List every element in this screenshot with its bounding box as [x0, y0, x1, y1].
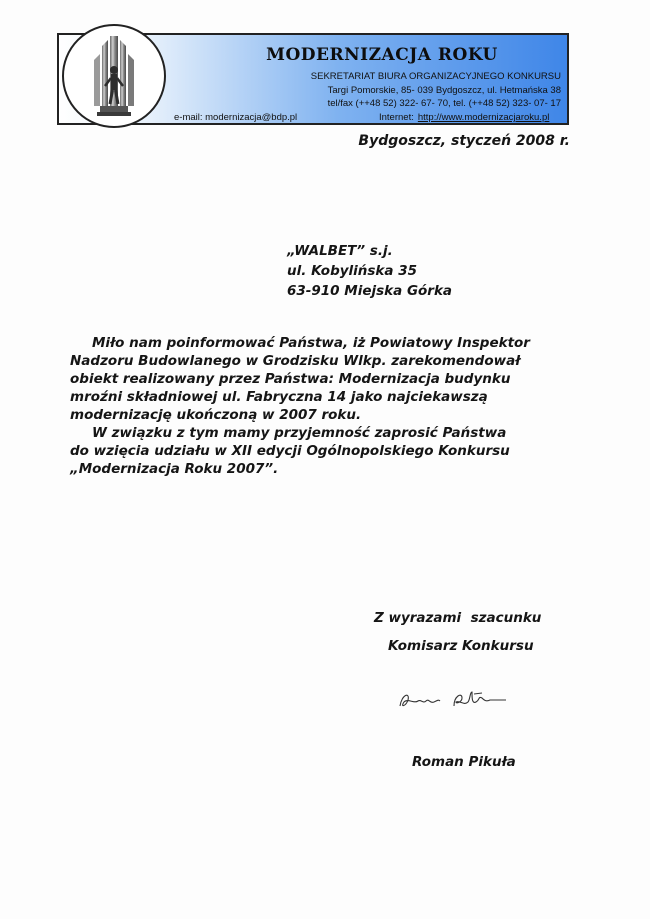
letterhead-email[interactable]: e-mail: modernizacja@bdp.pl [174, 112, 298, 123]
letterhead-phone: tel/fax (++48 52) 322- 67- 70, tel. (++48 52) 323- 07- 17 [327, 98, 561, 109]
sculpture-trophy-icon [62, 24, 166, 128]
body-line: W związku z tym mamy przyjemność zaprosić Państwa [92, 425, 507, 441]
body-line: do wzięcia udziału w XII edycji Ogólnopolskiego Konkursu [70, 443, 510, 459]
body-line: mroźni składniowej ul. Fabryczna 14 jako najciekawszą [70, 389, 488, 405]
letterhead-title: MODERNIZACJA ROKU [266, 45, 498, 65]
addressee-company: „WALBET” s.j. [287, 243, 393, 259]
addressee-street: ul. Kobylińska 35 [287, 263, 418, 279]
logo-graphic [64, 26, 164, 126]
internet-url[interactable]: http://www.modernizacjaroku.pl [417, 112, 550, 123]
letter-date: Bydgoszcz, styczeń 2008 r. [358, 133, 570, 149]
closing-role: Komisarz Konkursu [388, 638, 534, 654]
letterhead-internet [379, 112, 549, 123]
handwritten-signature [396, 684, 526, 714]
letterhead-subtitle: SEKRETARIAT BIURA ORGANIZACYJNEGO KONKURSU [310, 71, 561, 82]
body-line: Miło nam poinformować Państwa, iż Powiatowy Inspektor [92, 335, 530, 351]
closing-regards: Z wyrazami szacunku [374, 610, 542, 626]
signer-name: Roman Pikuła [412, 754, 516, 770]
addressee-block [287, 241, 452, 301]
letterhead-address: Targi Pomorskie, 85- 039 Bydgoszcz, ul. Hetmańska 38 [327, 85, 561, 96]
body-line: Nadzoru Budowlanego w Grodzisku Wlkp. zarekomendował [70, 353, 521, 369]
body-line: obiekt realizowany przez Państwa: Modernizacja budynku [70, 371, 511, 387]
internet-label: Internet: [379, 112, 414, 123]
body-line: „Modernizacja Roku 2007”. [70, 461, 279, 477]
body-line: modernizację ukończoną w 2007 roku. [70, 407, 362, 423]
letter-body [70, 334, 570, 478]
addressee-city: 63-910 Miejska Górka [287, 283, 453, 299]
